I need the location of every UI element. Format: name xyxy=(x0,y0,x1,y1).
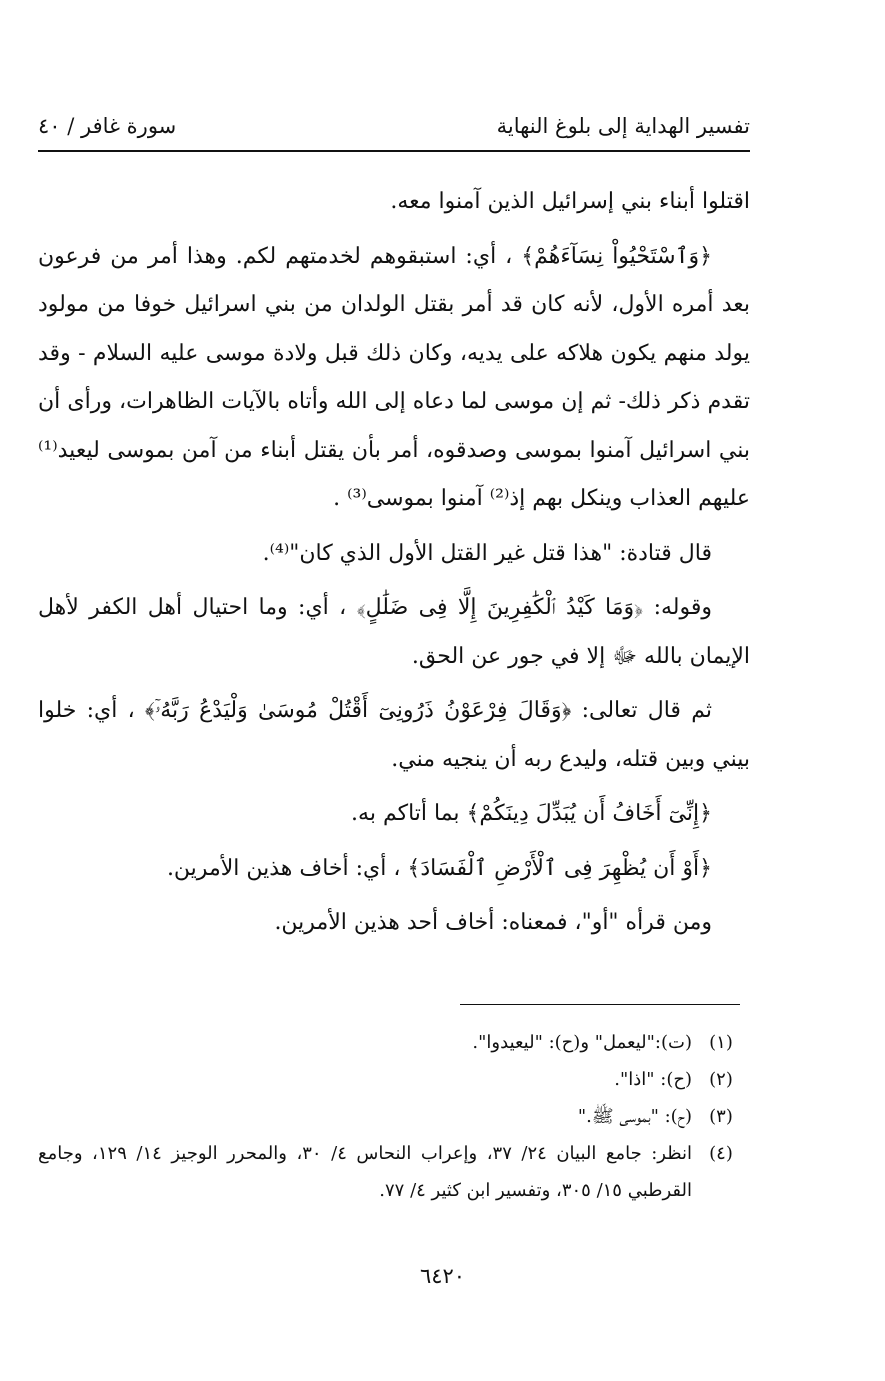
book-title: تفسير الهداية إلى بلوغ النهاية xyxy=(496,114,750,138)
surah-reference: سورة غافر / ٤٠ xyxy=(38,114,177,138)
footnote xyxy=(38,1061,750,1098)
paragraph: ﴿إِنِّىٓ أَخَافُ أَن يُبَدِّلَ دِينَكُمْ﴾ بما أتاكم به. xyxy=(351,801,712,826)
paragraph: ثم قال تعالى: ﴿وَقَالَ فِرْعَوْنُ ذَرُونِىٓ أَقْتُلْ مُوسَىٰ وَلْيَدْعُ رَبَّهُۥٓ﴾ ، أي: خلوا بيني وبين قتله، وليدع ربه أن ينجيه مني. xyxy=(38,698,750,772)
paragraph: ﴿أَوْ أَن يُظْهِرَ فِى ٱلْأَرْضِ ٱلْفَسَادَ﴾ ، أي: أخاف هذين الأمرين. xyxy=(166,855,712,881)
footnote-number: (٢) xyxy=(709,1069,733,1090)
footnote xyxy=(38,1098,750,1135)
footnote xyxy=(38,1024,750,1061)
footnote-divider xyxy=(460,1004,740,1005)
paragraph: قال قتادة: "هذا قتل غير القتل الأول الذي كان"⁽⁴⁾. xyxy=(262,540,712,566)
footnote-text: (ح): "بموسى ﷺ." xyxy=(577,1106,692,1127)
footnote-text: انظر: جامع البيان ٢٤/ ٣٧، وإعراب النحاس ٤/ ٣٠، والمحرر الوجيز ١٤/ ١٢٩، وجامع القرطبي ١٥/ ٣٠٥، وتفسير ابن كثير ٤/ ٧٧. xyxy=(38,1143,693,1201)
main-text xyxy=(38,178,750,948)
running-header xyxy=(38,108,750,144)
footnote-number: (١) xyxy=(709,1032,733,1053)
paragraph: ﴿وَٱسْتَحْيُواْ نِسَآءَهُمْ﴾ ، أي: استبقوهم لخدمتهم لكم. وهذا أمر من فرعون بعد أمره الأول، لأنه كان قد أمر بقتل الولدان من بني اسرائيل خوفا من مولود يولد منهم يكون هلاكه على يديه، وكان ذلك قبل ولادة موسى عليه السلام - وقد تقدم ذكر ذلك- ثم إن موسى لما دعاه إلى الله وأتاه بالآيات الظاهرات، ورأى أن بني اسرائيل آمنوا بموسى وصدقوه، أمر بأن يقتل أبناء من آمن بموسى ليعيد⁽¹⁾ عليهم العذاب وينكل بهم إذ⁽²⁾ آمنوا بموسى⁽³⁾ . xyxy=(38,243,750,511)
footnote-text: (ح): "اذا". xyxy=(614,1069,692,1090)
footnote-number: (٣) xyxy=(709,1106,733,1127)
paragraph: وقوله: ﴿وَمَا كَيْدُ ٱلْكَٰفِرِينَ إِلَّا فِى ضَلَٰلٍ﴾ ، أي: وما احتيال أهل الكفر لأهل الإيمان بالله ﷻ إلا في جور عن الحق. xyxy=(38,595,750,669)
footnotes xyxy=(38,1024,750,1209)
footnote-text: (ت):"ليعمل" و(ح): "ليعيدوا". xyxy=(472,1032,692,1053)
footnote xyxy=(38,1135,750,1209)
paragraph: اقتلوا أبناء بني إسرائيل الذين آمنوا معه. xyxy=(390,189,750,214)
header-divider xyxy=(38,150,750,152)
paragraph: ومن قرأه "أو"، فمعناه: أخاف أحد هذين الأمرين. xyxy=(274,910,712,935)
page-number: ٦٤٢٠ xyxy=(419,1264,466,1288)
footnote-number: (٤) xyxy=(709,1143,733,1164)
